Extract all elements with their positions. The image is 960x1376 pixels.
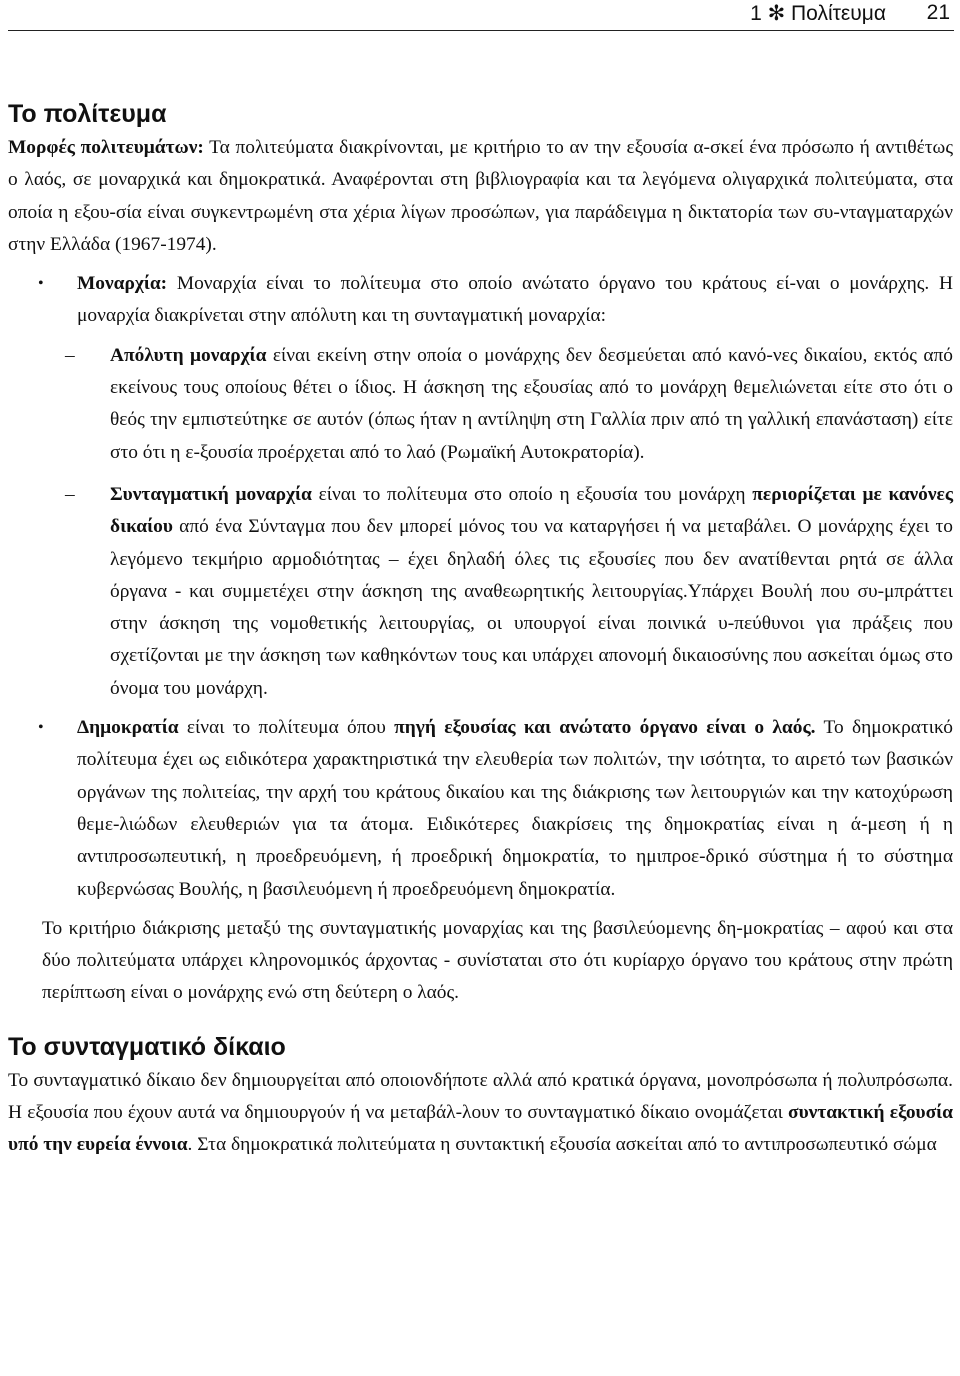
constitutional-law-bold: συντακτική εξουσία υπό την ευρεία έννοια bbox=[8, 1102, 953, 1156]
section-title-polity: Το πολίτευμα bbox=[8, 100, 167, 128]
page-number: 21 bbox=[926, 1, 950, 24]
absolute-monarchy-label: Απόλυτη μοναρχία bbox=[110, 344, 267, 366]
header-rule bbox=[8, 30, 954, 31]
constitutional-law-paragraph bbox=[8, 1065, 953, 1162]
monarchy-text: Μοναρχία είναι το πολίτευμα στο οποίο ανώτατο όργανο του κράτους εί-ναι ο μονάρχης. Η μοναρχία διακρίνεται στην απόλυτη και τη συνταγματική μοναρχία: bbox=[77, 273, 953, 327]
democracy-text-a: είναι το πολίτευμα όπου bbox=[178, 717, 395, 739]
bullet-icon: • bbox=[38, 275, 44, 293]
intro-text: Τα πολιτεύματα διακρίνονται, με κριτήριο το αν την εξουσία α-σκεί ένα πρόσωπο ή αντιθέτως ο λαός, σε μοναρχικά και δημοκρατικά. Αναφέρονται στη βιβλιογραφία και τα λεγόμενα ολιγαρχικά πολιτεύματα, στα οποία η εξου-σία είναι συγκεντρωμένη στα χέρια λίγων προσώπων, για παράδειγμα η δικτατορία των συ-νταγματαρχών στην Ελλάδα (1967-1974). bbox=[8, 137, 954, 255]
intro-label: Μορφές πολιτευμάτων: bbox=[8, 137, 204, 158]
chapter-title: 1 ✻ Πολίτευμα bbox=[750, 2, 886, 25]
page-body bbox=[8, 98, 953, 1162]
list-item-democracy bbox=[8, 712, 953, 906]
intro-paragraph bbox=[8, 132, 953, 261]
constitutional-law-text-a: Το συνταγματικό δίκαιο δεν δημιουργείται από οποιονδήποτε αλλά από κρατικά όργανα, μονοπρόσωπα ή πολυπρόσωπα. Η εξουσία που έχουν αυτά να δημιουργούν ή να μεταβάλ-λουν το συνταγματικό δίκαιο ονομάζεται bbox=[8, 1069, 953, 1124]
constitutional-bold: περιορίζεται με κανόνες δικαίου bbox=[110, 483, 954, 538]
section-title-constitutional-law: Το συνταγματικό δίκαιο bbox=[8, 1032, 286, 1061]
closing-paragraph: Το κριτήριο διάκρισης μεταξύ της συνταγματικής μοναρχίας και της βασιλεύομενης δη-μοκρατίας – αφού και στα δύο πολιτεύματα υπάρχει κληρονομικός άρχοντας - συνίσταται στο ότι κυρίαρχο όργανο του κράτους στην πρώτη περίπτωση είναι ο μονάρχης ενώ στη δεύτερη ο λαός. bbox=[42, 917, 953, 1004]
constitutional-text-a: είναι το πολίτευμα στο οποίο η εξουσία του μονάρχη bbox=[311, 483, 753, 505]
sublist-item-absolute-monarchy bbox=[8, 340, 953, 469]
democracy-text-c: Το δημοκρατικό πολίτευμα έχει ως ειδικότερα χαρακτηριστικά την ελευθερία των πολιτών, την ισότητα, το αιρετό των βασικών οργάνων της πολιτείας, την αρχή του κράτους δικαίου και της διάκρισης των λειτουργιών και την κατοχύρωση θεμε-λιώδων ελευθεριών για τα άτομα. Ειδικότερες διακρίσεις της δημοκρατίας είναι η ά-μεση ή η αντιπροσωπευτική, η προεδρευόμενη, ή προεδρική δημοκρατία, το ημιπροε-δρικό σύστημα ή το σύστημα κυβερνώσας Βουλής, η βασιλευόμενη ή προεδρευόμενη δημοκρατία. bbox=[77, 717, 953, 900]
dash-icon: – bbox=[65, 483, 75, 505]
list-item-monarchy bbox=[8, 268, 953, 333]
bullet-icon: • bbox=[38, 719, 44, 737]
monarchy-label: Μοναρχία: bbox=[77, 273, 168, 295]
absolute-monarchy-text: είναι εκείνη στην οποία ο μονάρχης δεν δεσμεύεται από κανό-νες δικαίου, εκτός από εκείνους τους οποίους θέτει ο ίδιος. Η άσκηση της εξουσίας από το μονάρχη θεμελιώνεται είτε στο ότι ο θεός την εμπιστεύτηκε σε αυτόν (όπως ήταν η αντίληψη στη Γαλλία πριν από τη γαλλική επανάσταση) είτε στο ότι η ε-ξουσία προέρχεται από το λαό (Ρωμαϊκή Αυτοκρατορία). bbox=[110, 344, 953, 463]
constitutional-law-text-c: . Στα δημοκρατικά πολιτεύματα η συντακτική εξουσία ασκείται από το αντιπροσωπευτικό σώμα bbox=[187, 1134, 937, 1156]
constitutional-monarchy-label: Συνταγματική μοναρχία bbox=[110, 483, 312, 505]
dash-icon: – bbox=[65, 344, 75, 366]
sublist-item-constitutional-monarchy bbox=[8, 479, 953, 705]
democracy-label: Δημοκρατία bbox=[77, 717, 179, 739]
constitutional-text-c: από ένα Σύνταγμα που δεν μπορεί μόνος του να καταργήσει ή να μεταβάλει. Ο μονάρχης έχει το λεγόμενο τεκμήριο αρμοδιότητας – έχει δηλαδή όλες τις εξουσίες που δεν ανατίθενται ρητά σε άλλα όργανα - και συμμετέχει στην άσκηση της αναθεωρητικής λειτουργίας.Υπάρχει Βουλή που συ-μπράττει στην άσκηση της νομοθετικής λειτουργίας, οι υπουργοί είναι ποινικά υ-πεύθυνοι για πράξεις που σχετίζονται με την άσκηση των καθηκόντων τους και υπάρχει απονομή δικαιοσύνης που ασκείται όμως στο όνομα του μονάρχη. bbox=[110, 516, 953, 699]
running-header bbox=[0, 0, 960, 34]
democracy-bold: πηγή εξουσίας και ανώτατο όργανο είναι ο λαός. bbox=[394, 717, 816, 739]
